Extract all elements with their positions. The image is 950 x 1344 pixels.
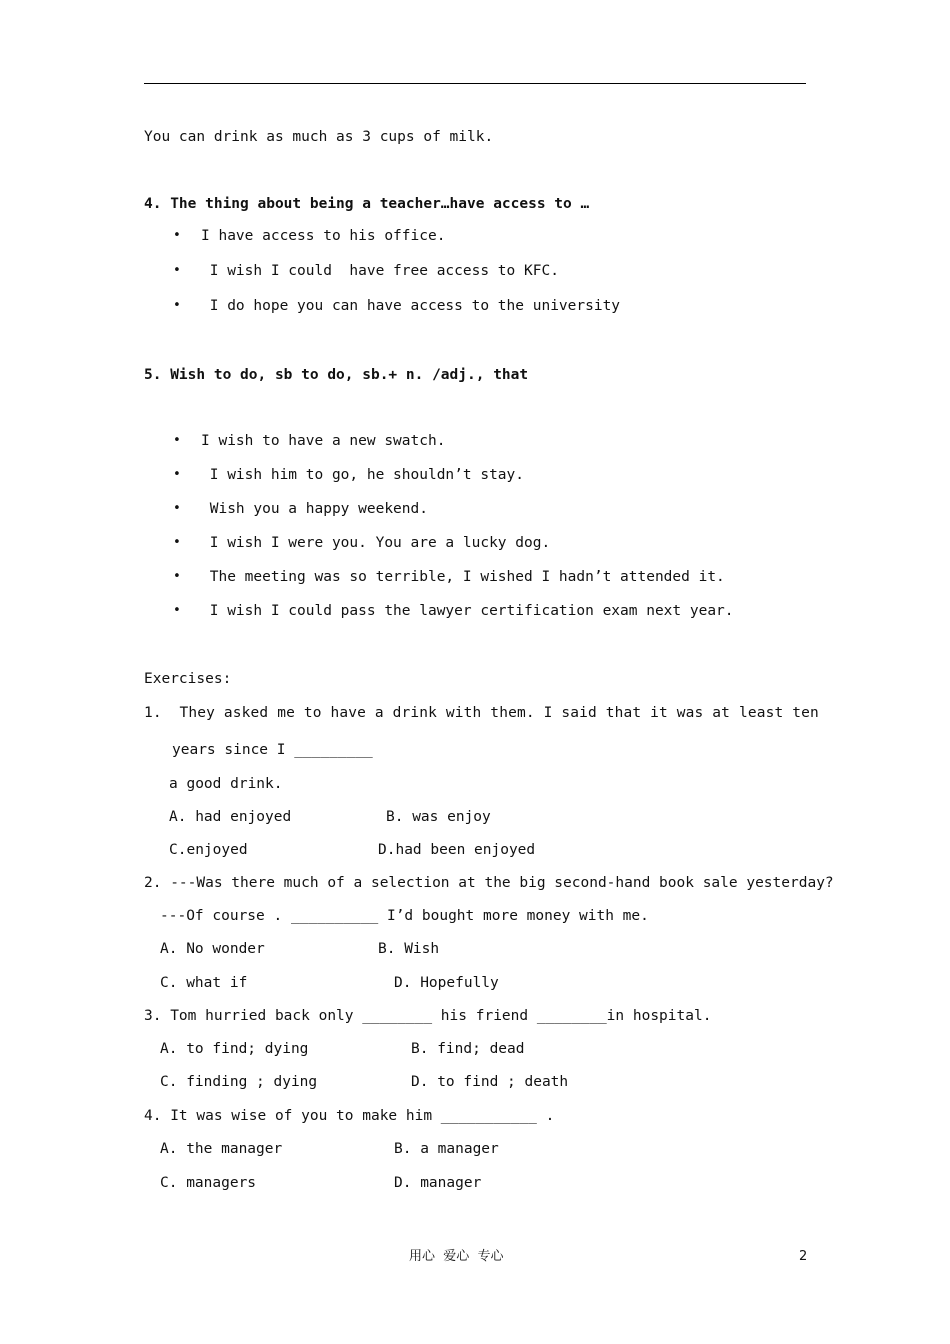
bullet-icon: • — [173, 298, 181, 313]
question-4-text: 4. It was wise of you to make him ___________ . — [144, 1108, 555, 1124]
bullet-icon: • — [173, 535, 181, 550]
section-4-heading: 4. The thing about being a teacher…have access to … — [144, 196, 590, 212]
bullet-icon: • — [173, 501, 181, 516]
list-item: I wish I could have free access to KFC. — [201, 263, 559, 279]
question-4-option-d: D. manager — [394, 1175, 482, 1191]
list-item: I wish to have a new swatch. — [201, 433, 446, 449]
question-3-option-c: C. finding ; dying — [160, 1074, 318, 1090]
list-item: I wish I were you. You are a lucky dog. — [201, 535, 551, 551]
question-4-option-b: B. a manager — [394, 1141, 499, 1157]
question-3-option-b: B. find; dead — [411, 1041, 525, 1057]
question-3-option-d: D. to find ; death — [411, 1074, 569, 1090]
question-4-option-c: C. managers — [160, 1175, 257, 1191]
question-2-option-c: C. what if — [160, 975, 248, 991]
footer-motto: 用心 爱心 专心 — [409, 1249, 504, 1264]
question-1-option-c: C.enjoyed — [169, 842, 248, 858]
bullet-icon: • — [173, 603, 181, 618]
bullet-icon: • — [173, 433, 181, 448]
header-rule — [144, 83, 806, 84]
question-1-option-a: A. had enjoyed — [169, 809, 292, 825]
question-3-option-a: A. to find; dying — [160, 1041, 309, 1057]
page-number: 2 — [799, 1249, 808, 1264]
question-3-text: 3. Tom hurried back only ________ his friend ________in hospital. — [144, 1008, 712, 1024]
question-2-text-cont: ---Of course . __________ I’d bought more money with me. — [160, 908, 649, 924]
intro-line: You can drink as much as 3 cups of milk. — [144, 129, 494, 145]
question-2-option-d: D. Hopefully — [394, 975, 499, 991]
question-1-option-d: D.had been enjoyed — [378, 842, 536, 858]
question-2-text: 2. ---Was there much of a selection at the big second-hand book sale yesterday? — [144, 875, 834, 891]
question-2-option-a: A. No wonder — [160, 941, 265, 957]
question-1-text: 1. They asked me to have a drink with them. I said that it was at least ten — [144, 705, 819, 721]
exercises-label: Exercises: — [144, 671, 232, 687]
list-item: I do hope you can have access to the university — [201, 298, 621, 314]
list-item: I wish I could pass the lawyer certification exam next year. — [201, 603, 734, 619]
bullet-icon: • — [173, 263, 181, 278]
list-item: I have access to his office. — [201, 228, 446, 244]
question-1-text-cont: a good drink. — [169, 776, 283, 792]
bullet-icon: • — [173, 467, 181, 482]
list-item: Wish you a happy weekend. — [201, 501, 428, 517]
bullet-icon: • — [173, 228, 181, 243]
question-1-option-b: B. was enjoy — [386, 809, 491, 825]
list-item: I wish him to go, he shouldn’t stay. — [201, 467, 525, 483]
question-2-option-b: B. Wish — [378, 941, 440, 957]
section-5-heading: 5. Wish to do, sb to do, sb.+ n. /adj., that — [144, 367, 529, 383]
bullet-icon: • — [173, 569, 181, 584]
list-item: The meeting was so terrible, I wished I hadn’t attended it. — [201, 569, 725, 585]
question-1-text-cont: years since I _________ — [172, 742, 373, 758]
question-4-option-a: A. the manager — [160, 1141, 283, 1157]
